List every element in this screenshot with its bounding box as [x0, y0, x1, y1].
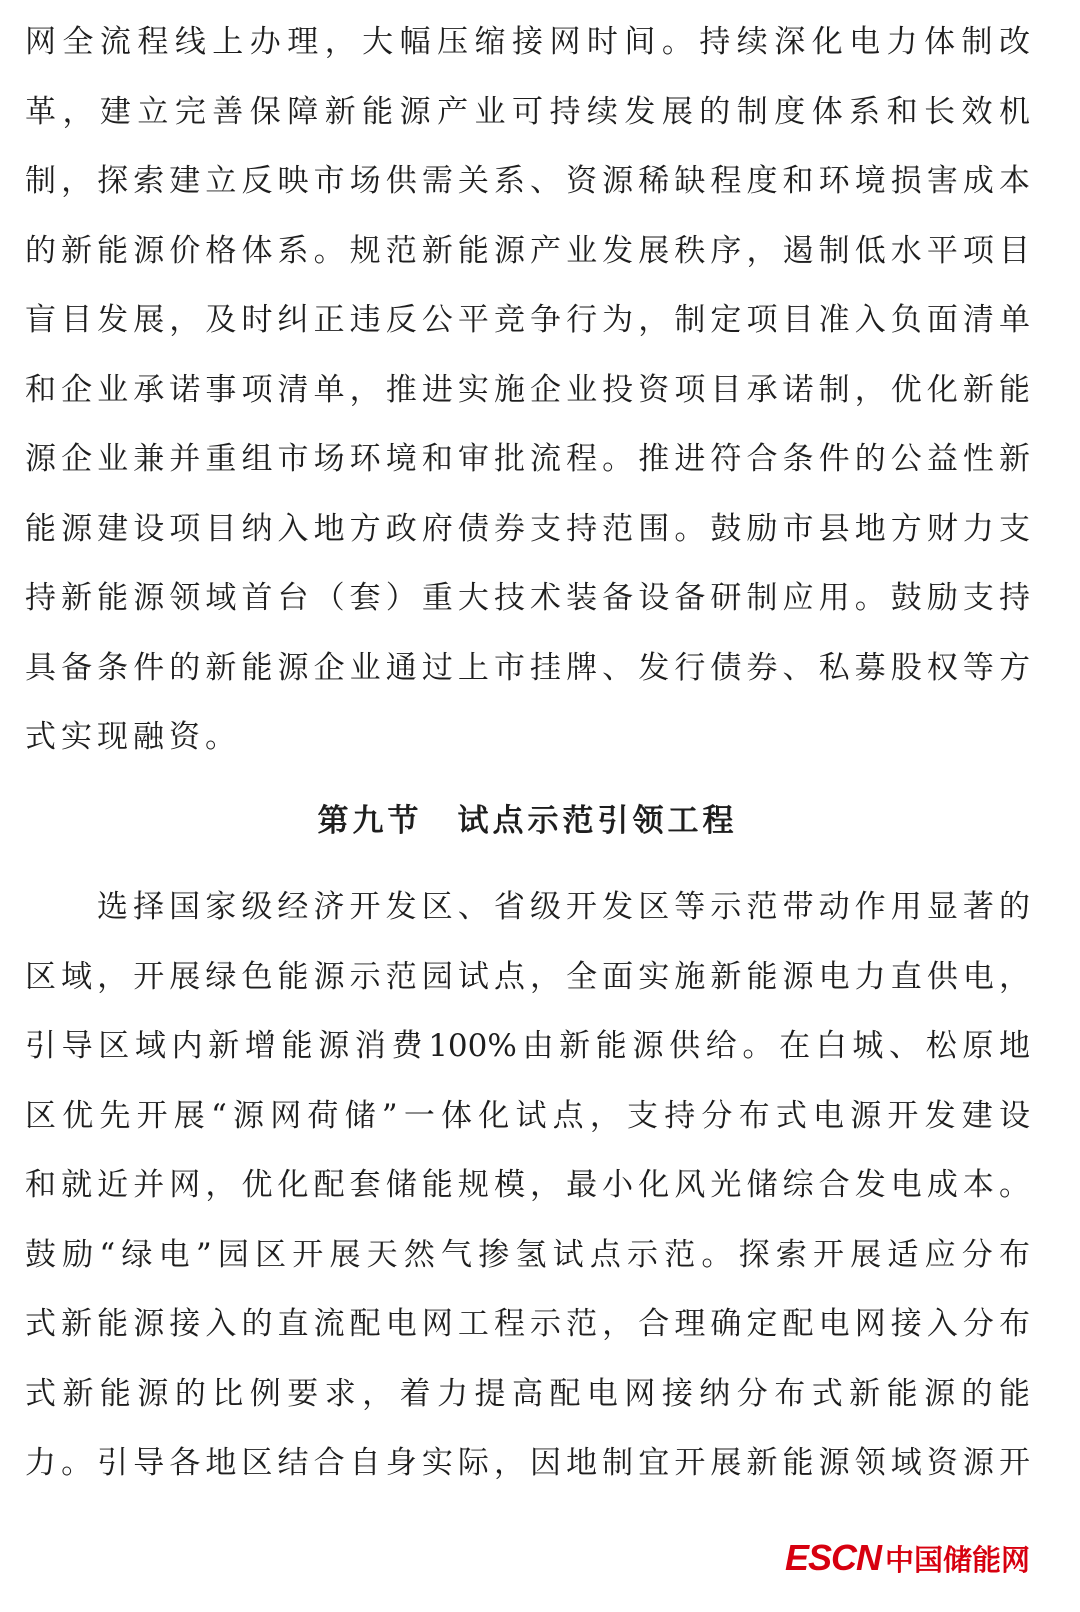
paragraph-line: 式新能源的比例要求，着力提高配电网接纳分布式新能源的能	[25, 1375, 1030, 1412]
paragraph-line: 式实现融资。	[25, 719, 241, 755]
watermark-brand: ESCN	[784, 1537, 881, 1578]
paragraph-line: 区域，开展绿色能源示范园试点，全面实施新能源电力直供电，	[25, 958, 1030, 995]
section-heading: 第九节 试点示范引领工程	[317, 803, 738, 839]
paragraph-line: 网全流程线上办理，大幅压缩接网时间。持续深化电力体制改	[25, 24, 1030, 60]
paragraph-line: 引导区域内新增能源消费100%由新能源供给。在白城、松原地	[25, 1028, 1030, 1064]
paragraph-line: 和就近并网，优化配套储能规模，最小化风光储综合发电成本。	[25, 1167, 1030, 1203]
paragraph-line: 制，探索建立反映市场供需关系、资源稀缺程度和环境损害成本	[25, 163, 1030, 199]
paragraph-line: 源企业兼并重组市场环境和审批流程。推进符合条件的公益性新	[25, 441, 1030, 477]
paragraph-line: 具备条件的新能源企业通过上市挂牌、发行债券、私募股权等方	[25, 649, 1030, 686]
paragraph-2	[25, 873, 1030, 1499]
paragraph-line: 式新能源接入的直流配电网工程示范，合理确定配电网接入分布	[25, 1306, 1030, 1342]
paragraph-line: 力。引导各地区结合自身实际，因地制宜开展新能源领域资源开	[25, 1445, 1030, 1481]
watermark-name: 中国储能网	[884, 1545, 1030, 1577]
paragraph-line: 能源建设项目纳入地方政府债券支持范围。鼓励市县地方财力支	[25, 510, 1030, 547]
paragraph-line: 革，建立完善保障新能源产业可持续发展的制度体系和长效机	[25, 93, 1030, 130]
paragraph-line: 持新能源领域首台（套）重大技术装备设备研制应用。鼓励支持	[25, 580, 1030, 616]
paragraph-line: 选择国家级经济开发区、省级开发区等示范带动作用显著的	[97, 889, 1030, 925]
paragraph-line: 区优先开展“源网荷储”一体化试点，支持分布式电源开发建设	[25, 1097, 1030, 1134]
paragraph-line: 的新能源价格体系。规范新能源产业发展秩序，遏制低水平项目	[25, 232, 1030, 269]
paragraph-line: 鼓励“绿电”园区开展天然气掺氢试点示范。探索开展适应分布	[25, 1236, 1030, 1273]
paragraph-line: 盲目发展，及时纠正违反公平竞争行为，制定项目准入负面清单	[25, 302, 1030, 338]
document-page	[25, 8, 1030, 1499]
paragraph-line: 和企业承诺事项清单，推进实施企业投资项目承诺制，优化新能	[25, 371, 1030, 408]
watermark-logo	[785, 1537, 1030, 1579]
paragraph-1	[25, 8, 1030, 773]
